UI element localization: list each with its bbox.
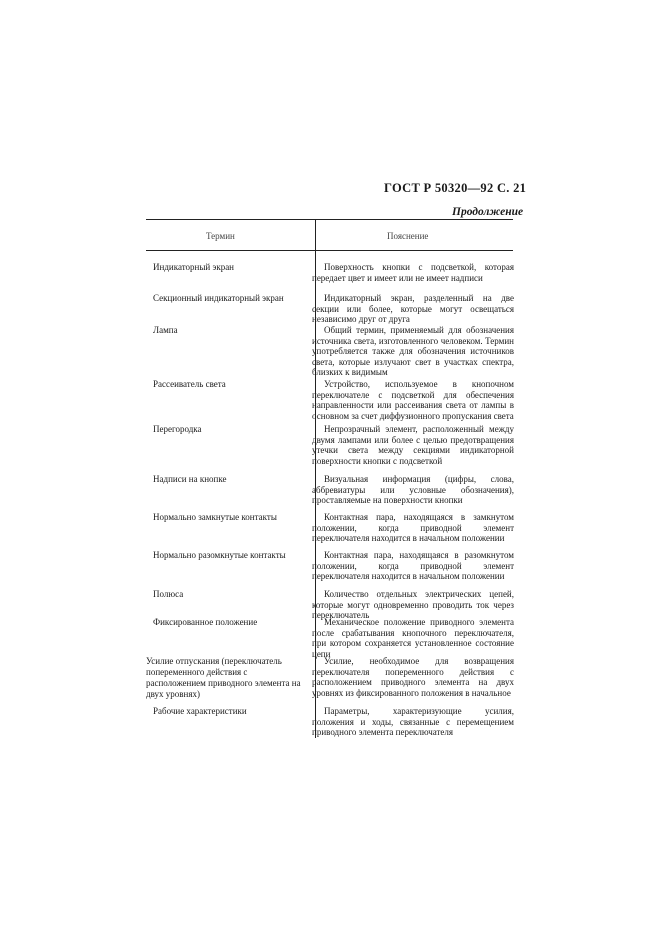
term-cell: Лампа <box>153 325 178 335</box>
term-cell: Нормально замкнутые контакты <box>153 512 277 522</box>
explanation-cell: Поверхность кнопки с подсветкой, которая передает цвет и имеет или не имеет надписи <box>312 262 514 283</box>
explanation-cell: Устройство, используемое в кнопочном переключателе с подсветкой для обеспечения направленности или рассеивания света от лампы в основном за счет диффузионного пропускания света <box>312 379 514 421</box>
term-cell: Полюса <box>153 589 184 599</box>
term-cell: Перегородка <box>153 424 202 434</box>
term-cell: Надписи на кнопке <box>153 474 227 484</box>
explanation-cell: Усилие, необходимое для возвращения переключателя попеременного действия с расположением приводного элемента на двух уровнях из фиксированного положения в начальное <box>312 656 514 698</box>
explanation-cell: Механическое положение приводного элемента после срабатывания кнопочного переключателя, при котором сохраняется установленное состояние цепи <box>312 617 514 659</box>
explanation-cell: Количество отдельных электрических цепей, которые могут одновременно проводить ток через переключатель <box>312 589 514 620</box>
term-cell: Рабочие характеристики <box>153 706 247 716</box>
continuation-label: Продолжение <box>452 206 524 218</box>
term-column-header: Термин <box>206 231 235 241</box>
term-cell: Рассеиватель света <box>153 379 226 389</box>
term-cell: Фиксированное положение <box>153 617 258 627</box>
explanation-cell: Общий термин, применяемый для обозначения источника света, изготовленного человеком. Термин употребляется также для обозначения источников света, которые излучают свет в участках спектра, близких к видимым <box>312 325 514 377</box>
page-header: ГОСТ Р 50320—92 С. 21 <box>384 181 527 195</box>
header-rule <box>146 250 513 251</box>
explanation-cell: Индикаторный экран, разделенный на две секции или более, которые могут освещаться независимо друг от друга <box>312 293 514 324</box>
table-top-rule <box>146 219 513 220</box>
explanation-cell: Непрозрачный элемент, расположенный между двумя лампами или более с целью предотвращения утечки света между секциями индикаторной поверхности кнопки с подсветкой <box>312 424 514 466</box>
explanation-cell: Контактная пара, находящаяся в разомкнутом положении, когда приводной элемент переключателя находится в начальном положении <box>312 550 514 581</box>
term-cell: Секционный индикаторный экран <box>153 293 284 303</box>
explanation-cell: Параметры, характеризующие усилия, положения и ходы, связанные с перемещением приводного элемента переключателя <box>312 706 514 737</box>
explanation-cell: Визуальная информация (цифры, слова, аббревиатуры или условные обозначения), проставляемые на поверхности кнопки <box>312 474 514 505</box>
explanation-column-header: Пояснение <box>387 231 429 241</box>
explanation-cell: Контактная пара, находящаяся в замкнутом положении, когда приводной элемент переключателя находится в начальном положении <box>312 512 514 543</box>
term-cell: Усилие отпускания (переключатель попеременного действия с расположением приводного элемента на двух уровнях) <box>146 656 301 699</box>
term-cell: Нормально разомкнутые контакты <box>153 550 286 560</box>
term-cell: Индикаторный экран <box>153 262 234 272</box>
